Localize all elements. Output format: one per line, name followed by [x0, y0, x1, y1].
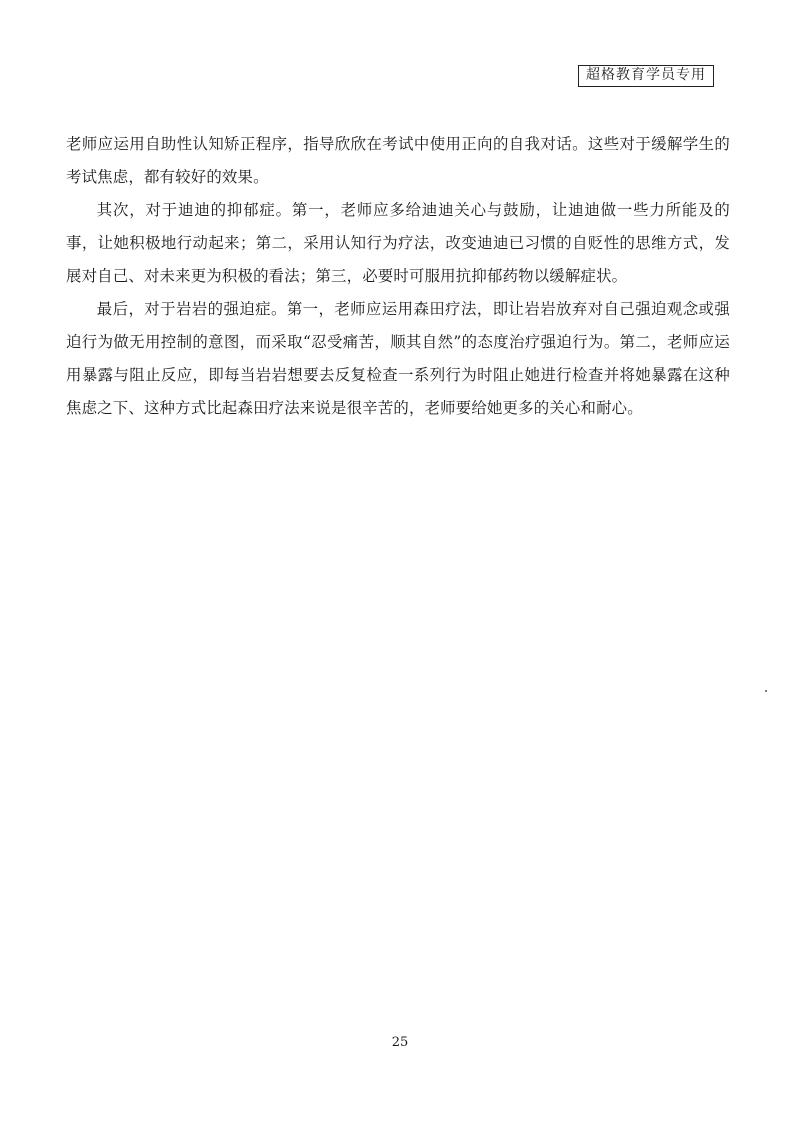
paragraph-continuation: 老师应运用自助性认知矫正程序，指导欣欣在考试中使用正向的自我对话。这些对于缓解学生的考试焦虑，都有较好的效果。 [66, 135, 730, 186]
page-number: 25 [391, 1035, 409, 1050]
paragraph-ocd: 最后，对于岩岩的强迫症。第一，老师应运用森田疗法，即让岩岩放弃对自己强迫观念或强迫行为做无用控制的意图，而采取“忍受痛苦，顺其自然”的态度治疗强迫行为。第二，老师应运用暴露与阻止反应，即每当岩岩想要去反复检查一系列行为时阻止她进行检查并将她暴露在这种焦虑之下、这种方式比起森田疗法来说是很辛苦的，老师要给她更多的关心和耐心。 [66, 300, 730, 417]
paragraph-depression: 其次，对于迪迪的抑郁症。第一，老师应多给迪迪关心与鼓励，让迪迪做一些力所能及的事，让她积极地行动起来；第二，采用认知行为疗法，改变迪迪已习惯的自贬性的思维方式，发展对自己、对未来更为积极的看法；第三，必要时可服用抗抑郁药物以缓解症状。 [66, 201, 730, 285]
body-text [66, 128, 730, 425]
header-badge: 超格教育学员专用 [578, 65, 714, 87]
scan-speck [765, 690, 767, 692]
